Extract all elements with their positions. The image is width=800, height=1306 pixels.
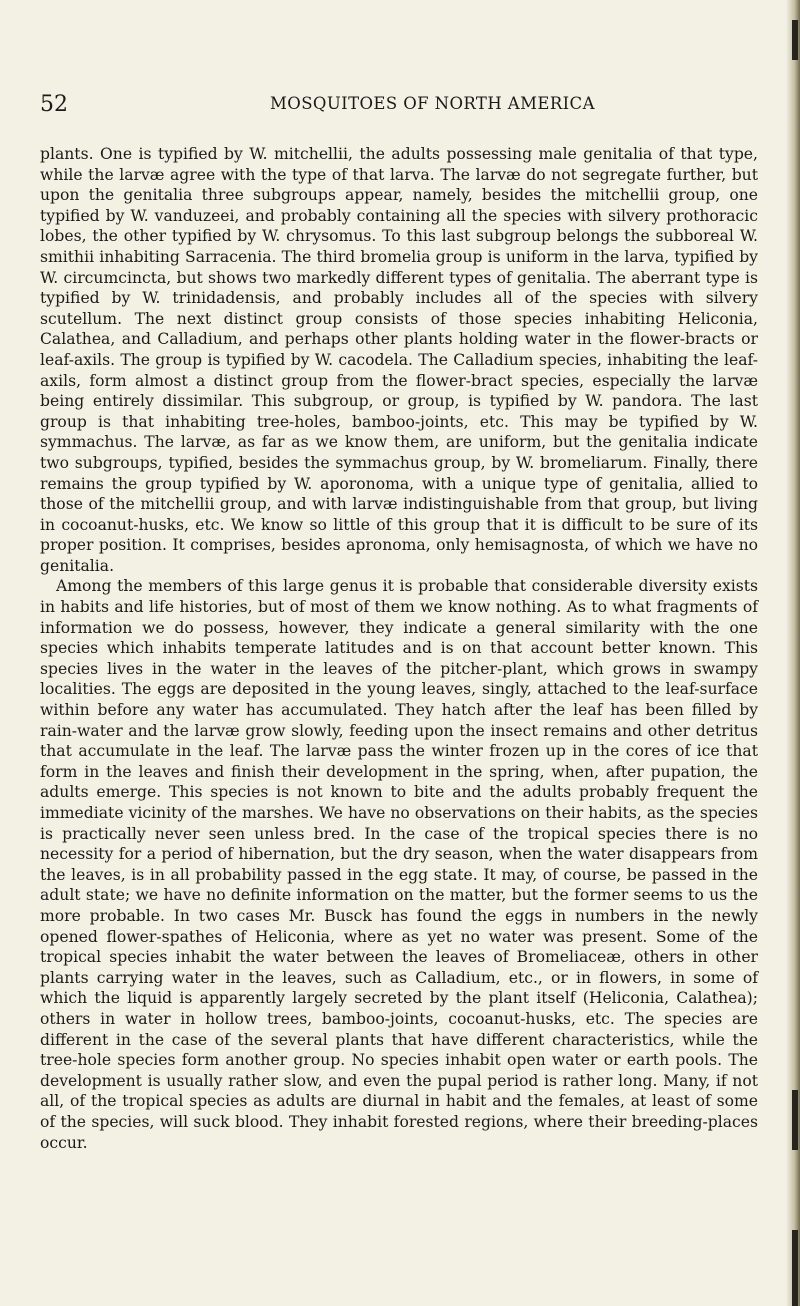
paragraph-1: plants. One is typified by W. mitchellii, the adults possessing male genitalia of that type, while the larvæ agree with the type of that larva. The larvæ do not segregate further, but upon the genitalia three subgroups appear, namely, besides the mitchellii group, one typified by W. vanduzeei, and probably containing all the species with silvery prothoracic lobes, the other typified by W. chrysomus. To this last subgroup belongs the subboreal W. smithii inhabiting Sarracenia. The third bromelia group is uniform in the larva, typified by W. circumcincta, but shows two markedly different types of genitalia. The aberrant type is typified by W. trinidadensis, and probably includes all of the species with silvery scutellum. The next distinct group consists of those species inhabiting Heliconia, Calathea, and Calladium, and perhaps other plants holding water in the flower-bracts or leaf-axils. The group is typified by W. cacodela. The Calladium species, inhabiting the leaf-axils, form almost a distinct group from the flower-bract species, especially the larvæ being entirely dissimilar. This subgroup, or group, is typified by W. pandora. The last group is that inhabiting tree-holes, bamboo-joints, etc. This may be typified by W. symmachus. The larvæ, as far as we know them, are uniform, but the genitalia indicate two subgroups, typified, besides the symmachus group, by W. bromeliarum. Finally, there remains the group typified by W. aporonoma, with a unique type of genitalia, allied to those of the mitchellii group, and with larvæ indistinguishable from that group, but living in cocoanut-husks, etc. We know so little of this group that it is difficult to be sure of its proper position. It comprises, besides apronoma, only hemisagnosta, of which we have no genitalia. [40, 145, 758, 575]
paragraph-2: Among the members of this large genus it is probable that considerable diversity exists in habits and life histories, but of most of them we know nothing. As to what fragments of information we do possess, however, they indicate a general similarity with the one species which inhabits temperate latitudes and is on that account better known. This species lives in the water in the leaves of the pitcher-plant, which grows in swampy localities. The eggs are deposited in the young leaves, singly, attached to the leaf-surface within before any water has accumulated. They hatch after the leaf has been filled by rain-water and the larvæ grow slowly, feeding upon the insect remains and other detritus that accumulate in the leaf. The larvæ pass the winter frozen up in the cores of ice that form in the leaves and finish their development in the spring, when, after pupation, the adults emerge. This species is not known to bite and the adults probably frequent the immediate vicinity of the marshes. We have no observations on their habits, as the species is practically never seen unless bred. In the case of the tropical species there is no necessity for a period of hibernation, but the dry season, when the water disappears from the leaves, is in all probability passed in the egg state. It may, of course, be passed in the adult state; we have no definite information on the matter, but the former seems to us the more probable. In two cases Mr. Busck has found the eggs in numbers in the newly opened flower-spathes of Heliconia, where as yet no water was present. Some of the tropical species inhabit the water between the leaves of Bromeliaceæ, others in other plants carrying water in the leaves, such as Calladium, etc., or in flowers, in some of which the liquid is apparently largely secreted by the plant itself (Heliconia, Calathea); others in water in hollow trees, bamboo-joints, cocoanut-husks, etc. The species are different in the case of the several plants that have different characteristics, while the tree-hole species form another group. No species inhabit open water or earth pools. The development is usually rather slow, and even the pupal period is rather long. Many, if not all, of the tropical species as adults are diurnal in habit and the females, at least of some of the species, will suck blood. They inhabit forested regions, where their breeding-places occur. [40, 577, 758, 1152]
page-number: 52 [40, 92, 68, 117]
page-edge-mark [792, 1230, 798, 1306]
page-edge-mark [792, 1090, 798, 1150]
page-header [40, 92, 740, 122]
running-head: MOSQUITOES OF NORTH AMERICA [270, 94, 595, 113]
body-text [40, 144, 758, 1153]
page-edge-mark [792, 20, 798, 60]
